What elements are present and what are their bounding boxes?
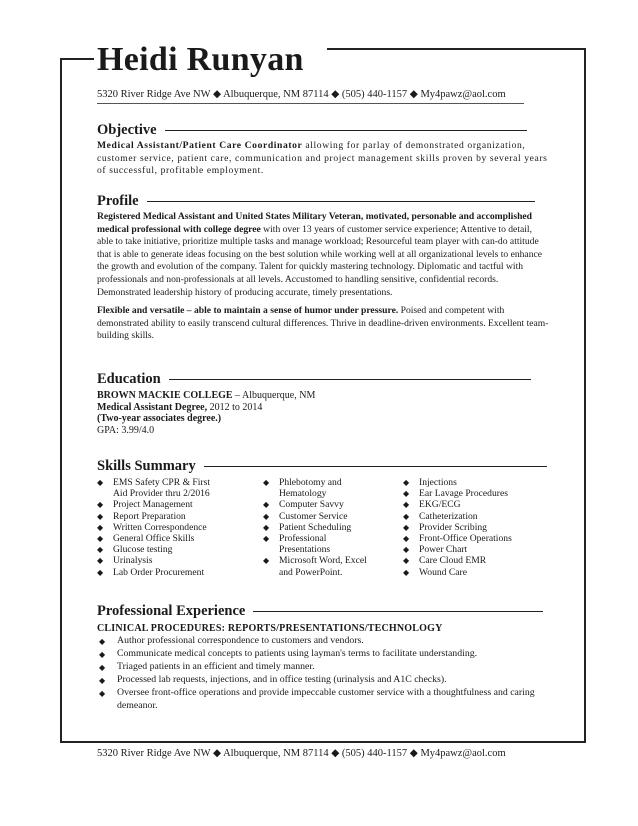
skill-item: ◆ Phlebotomy and — [263, 477, 342, 488]
contact-rule — [97, 103, 524, 104]
diamond-bullet-icon: ◆ — [403, 567, 410, 577]
diamond-bullet-icon: ◆ — [403, 489, 410, 499]
section-rule — [169, 379, 531, 380]
skill-item-continued: Presentations — [279, 544, 331, 556]
skill-item: ◆ Ear Lavage Procedures — [403, 488, 508, 500]
skills-column-1 — [97, 477, 257, 578]
diamond-bullet-icon: ◆ — [403, 478, 410, 487]
skill-item: ◆ Wound Care — [403, 566, 467, 578]
diamond-bullet-icon: ◆ — [99, 650, 106, 659]
skill-item: ◆ Front-Office Operations — [403, 533, 512, 545]
diamond-bullet-icon: ◆ — [97, 511, 104, 521]
skill-item: ◆ Professional — [263, 533, 327, 545]
objective-title: Objective — [97, 121, 157, 138]
diamond-bullet-icon: ◆ — [403, 556, 410, 566]
diamond-bullet-icon: ◆ — [263, 511, 270, 521]
education-degree: Medical Assistant Degree, 2012 to 2014 — [97, 401, 263, 413]
diamond-bullet-icon: ◆ — [263, 556, 270, 566]
education-school: BROWN MACKIE COLLEGE – Albuquerque, NM — [97, 390, 316, 401]
frame-top-right-line — [327, 48, 586, 50]
section-rule — [253, 611, 543, 612]
section-rule — [147, 201, 535, 202]
skill-item-continued: Aid Provider thru 2/2016 — [113, 488, 210, 500]
skill-item: ◆ Project Management — [97, 499, 193, 511]
objective-text: Medical Assistant/Patient Care Coordinator allowing for parlay of demonstrated organization, customer service, patient care, communication and project management skills proven by several years of successful, profitable employment. — [97, 140, 548, 177]
skill-item: ◆ Customer Service — [263, 510, 348, 522]
skills-column-2 — [263, 477, 403, 578]
contact-line-bottom: 5320 River Ridge Ave NW ◆ Albuquerque, NM 87114 ◆ (505) 440-1157 ◆ My4pawz@aol.com — [97, 748, 506, 759]
education-note: (Two-year associates degree.) — [97, 413, 222, 424]
frame-top-left-line — [60, 58, 94, 60]
frame-bottom-line — [60, 741, 586, 743]
diamond-bullet-icon: ◆ — [99, 637, 106, 646]
experience-item: ◆ Oversee front-office operations and provide impeccable customer service with a thoughtfulness and caring demeanor. — [99, 687, 535, 711]
diamond-bullet-icon: ◆ — [403, 522, 410, 532]
diamond-bullet-icon: ◆ — [97, 500, 104, 510]
diamond-bullet-icon: ◆ — [97, 545, 104, 555]
diamond-bullet-icon: ◆ — [403, 500, 410, 510]
frame-left-line — [60, 58, 62, 743]
skills-title: Skills Summary — [97, 457, 196, 474]
experience-title: Professional Experience — [97, 602, 246, 619]
skill-item: ◆ Injections — [403, 477, 457, 488]
profile-paragraph-2: Flexible and versatile – able to maintain a sense of humor under pressure. Poised and competent with demonstrated ability to easily transcend cultural differences. Thrive in deadline-driven environments. Excellent team-building skills. — [97, 305, 549, 342]
skill-item: ◆ Power Chart — [403, 544, 468, 556]
skill-item: ◆ Provider Scribing — [403, 521, 487, 533]
skill-item: ◆ Care Cloud EMR — [403, 555, 487, 567]
diamond-bullet-icon: ◆ — [403, 545, 410, 555]
skill-item: ◆ EKG/ECG — [403, 499, 461, 511]
skill-item: ◆ Urinalysis — [97, 555, 153, 567]
skill-item: ◆ Microsoft Word, Excel — [263, 555, 367, 567]
profile-paragraph-1: Registered Medical Assistant and United States Military Veteran, motivated, personable and accomplished medical professional with college degree with over 13 years of customer service experience; Attentive to detail, able to take initiative, prioritize multiple tasks and manage workload; Resourceful team player with can-do attitude that is able to generate ideas focusing on the best solution while working well at all organizational levels to enhance the growth and evolution of the company. Talent for quickly mastering technology. Diplomatic and tactful with professionals and non-professionals at all levels. Accustomed to handling sensitive, confidential records. Demonstrated leadership history of producing accurate, timely presentations. — [97, 211, 543, 298]
objective-section — [97, 121, 549, 178]
diamond-bullet-icon: ◆ — [97, 534, 104, 544]
experience-item: ◆ Triaged patients in an efficient and timely manner. — [99, 661, 315, 672]
diamond-bullet-icon: ◆ — [403, 534, 410, 544]
section-rule — [204, 466, 547, 467]
skill-item: ◆ EMS Safety CPR & First — [97, 477, 211, 488]
diamond-bullet-icon: ◆ — [99, 676, 106, 685]
experience-item: ◆ Author professional correspondence to customers and vendors. — [99, 635, 364, 646]
contact-line-top: 5320 River Ridge Ave NW ◆ Albuquerque, NM 87114 ◆ (505) 440-1157 ◆ My4pawz@aol.com — [97, 89, 506, 100]
diamond-bullet-icon: ◆ — [97, 478, 104, 487]
skill-item: ◆ Glucose testing — [97, 544, 173, 556]
skill-item: ◆ Report Preparation — [97, 510, 186, 522]
diamond-bullet-icon: ◆ — [97, 522, 104, 532]
diamond-bullet-icon: ◆ — [97, 556, 104, 566]
experience-section — [97, 602, 549, 712]
diamond-bullet-icon: ◆ — [403, 511, 410, 521]
experience-heading: CLINICAL PROCEDURES: REPORTS/PRESENTATIONS/TECHNOLOGY — [97, 623, 443, 634]
skills-section — [97, 457, 557, 587]
skill-item-continued: and PowerPoint. — [279, 566, 343, 578]
skill-item: ◆ Catheterization — [403, 510, 478, 522]
resume-name: Heidi Runyan — [97, 41, 304, 78]
skill-item: ◆ Computer Savvy — [263, 499, 344, 511]
diamond-bullet-icon: ◆ — [99, 689, 106, 698]
frame-right-line — [584, 48, 586, 743]
skill-item: ◆ Lab Order Procurement — [97, 566, 205, 578]
skill-item: ◆ Written Correspondence — [97, 521, 207, 533]
diamond-bullet-icon: ◆ — [97, 567, 104, 577]
skill-item-continued: Hematology — [279, 488, 327, 500]
profile-section — [97, 192, 549, 343]
education-section — [97, 370, 549, 436]
diamond-bullet-icon: ◆ — [263, 522, 270, 532]
profile-title: Profile — [97, 192, 139, 209]
diamond-bullet-icon: ◆ — [263, 478, 270, 487]
diamond-bullet-icon: ◆ — [263, 500, 270, 510]
skills-column-3 — [403, 477, 553, 578]
skill-item: ◆ General Office Skills — [97, 533, 195, 545]
experience-item: ◆ Processed lab requests, injections, and in office testing (urinalysis and A1C checks). — [99, 674, 447, 685]
diamond-bullet-icon: ◆ — [263, 534, 270, 544]
education-gpa: GPA: 3.99/4.0 — [97, 424, 155, 436]
experience-item: ◆ Communicate medical concepts to patients using layman's terms to facilitate understanding. — [99, 648, 478, 659]
diamond-bullet-icon: ◆ — [99, 663, 106, 672]
skill-item: ◆ Patient Scheduling — [263, 521, 352, 533]
section-rule — [165, 130, 527, 131]
education-title: Education — [97, 370, 161, 387]
